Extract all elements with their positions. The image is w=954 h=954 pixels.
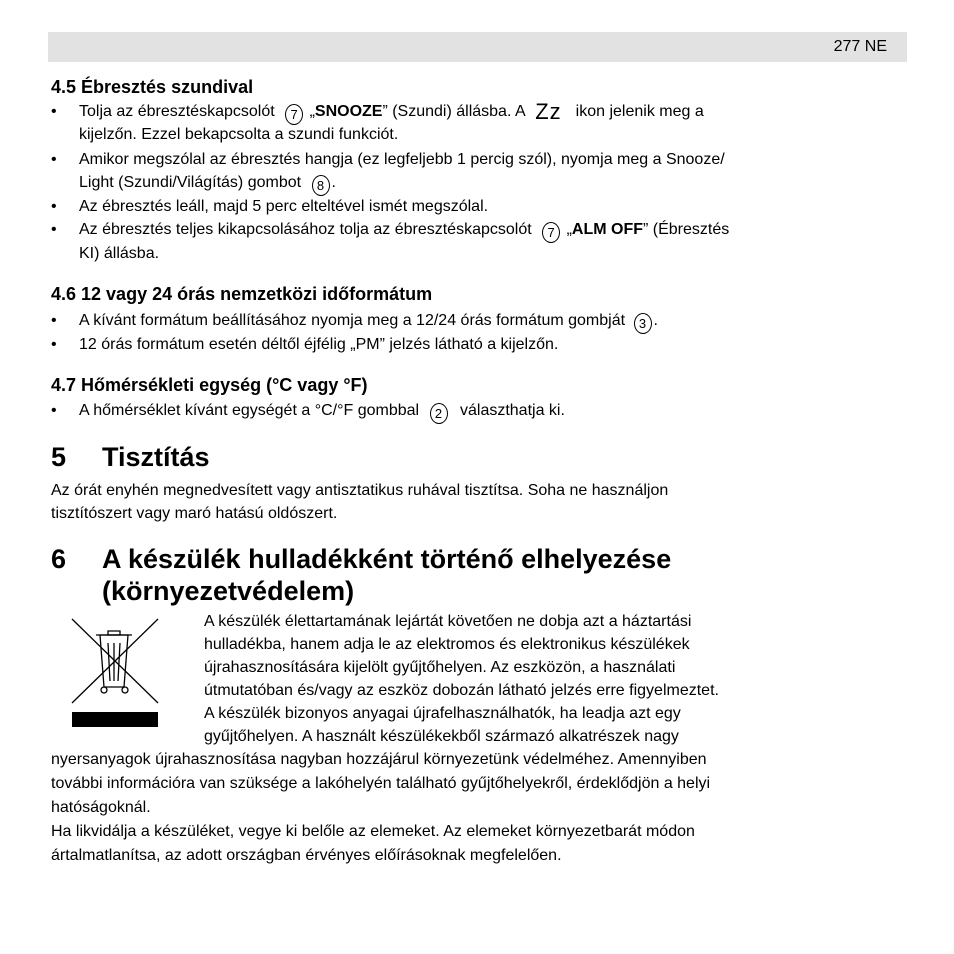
section-number: 5	[51, 442, 67, 472]
paragraph-line: útmutatóban és/vagy az eszköz dobozán látható jelzés erre figyelmeztet.	[204, 682, 719, 699]
section-6-heading	[51, 543, 911, 607]
paragraph-line: nyersanyagok újrahasznosítása nagyban hozzájárul környezetünk védelméhez. Amennyiben	[51, 751, 707, 768]
text: „	[309, 103, 315, 120]
paragraph-line: hatóságoknál.	[51, 799, 151, 816]
text: .	[653, 312, 658, 329]
button-2-marker: 2	[430, 403, 448, 424]
paragraph-line: további információra van szüksége a lakóhelyén található gyűjtőhelyekről, érdeklődjön a helyi	[51, 775, 711, 792]
text-line	[79, 172, 336, 196]
snooze-zz-icon: Zz	[535, 99, 562, 124]
section-4-5-heading: 4.5 Ébresztés szundival	[51, 77, 254, 97]
section-title-line-1: A készülék hulladékként történő elhelyezése	[102, 544, 672, 574]
paragraph-line: A készülék élettartamának lejártát követően ne dobja azt a háztartási	[204, 613, 692, 630]
paragraph-line: tisztítószert vagy maró hatású oldószert.	[51, 505, 338, 522]
text: Light (Szundi/Világítás) gombot	[79, 174, 302, 191]
paragraph-line: A készülék bizonyos anyagai újrafelhasználhatók, ha leadja azt egy	[204, 705, 681, 722]
button-3-marker: 3	[634, 313, 652, 334]
page-number: 277 NE	[833, 38, 887, 55]
bullet: •	[51, 336, 57, 353]
paragraph-line: hulladékba, hanem adja le az elektromos és elektronikus készülékek	[204, 636, 690, 653]
list-item-text	[79, 310, 911, 334]
paragraph-line: Az órát enyhén megnedvesített vagy antisztatikus ruhával tisztítsa. Soha ne használjon	[51, 482, 669, 499]
alm-off-label: ALM OFF	[571, 221, 643, 238]
text: ikon jelenik meg a	[575, 103, 704, 120]
list-item-text: Amikor megszólal az ébresztés hangja (ez legfeljebb 1 percig szól), nyomja meg a Snooze/	[79, 151, 725, 168]
section-number: 6	[51, 544, 67, 574]
section-title-line-2: (környezetvédelem)	[102, 576, 355, 606]
list-item-text	[79, 400, 911, 424]
text: Az ébresztés teljes kikapcsolásához tolja az ébresztéskapcsolót	[79, 221, 532, 238]
text: ” (Ébresztés	[643, 221, 730, 238]
list-item-text: 12 órás formátum esetén déltől éjfélig „PM” jelzés látható a kijelzőn.	[79, 336, 559, 353]
page-header-bar	[48, 32, 907, 62]
bullet: •	[51, 221, 57, 238]
button-7-marker: 7	[285, 104, 303, 125]
button-7-marker: 7	[542, 222, 560, 243]
section-title: Tisztítás	[102, 442, 210, 472]
bullet: •	[51, 151, 57, 168]
paragraph-line: újrahasznosítására kijelölt gyűjtőhelyen. Az eszközön, a használati	[204, 659, 676, 676]
button-8-marker: 8	[312, 175, 330, 196]
text: választhatja ki.	[459, 402, 565, 419]
text: ” (Szundi) állásba. A	[382, 103, 525, 120]
text-line: KI) állásba.	[79, 245, 160, 262]
bullet: •	[51, 312, 57, 329]
section-5-heading	[51, 441, 451, 473]
paragraph-line: gyűjtőhelyen. A használt készülékekből származó alkatrészek nagy	[204, 728, 679, 745]
text: .	[331, 174, 336, 191]
weee-crossed-bin-icon	[70, 617, 160, 729]
section-4-7-heading: 4.7 Hőmérsékleti egység (°C vagy °F)	[51, 375, 368, 395]
text: A kívánt formátum beállításához nyomja meg a 12/24 órás formátum gombját	[79, 312, 626, 329]
text-line: kijelzőn. Ezzel bekapcsolta a szundi funkciót.	[79, 126, 399, 143]
paragraph-line: Ha likvidálja a készüléket, vegye ki belőle az elemeket. Az elemeket környezetbarát módon	[51, 823, 695, 840]
bullet: •	[51, 198, 57, 215]
snooze-label: SNOOZE	[314, 103, 383, 120]
list-item-text	[79, 219, 911, 243]
text: Tolja az ébresztéskapcsolót	[79, 103, 275, 120]
bullet: •	[51, 103, 57, 120]
bullet: •	[51, 402, 57, 419]
text: „	[566, 221, 572, 238]
section-4-6-heading: 4.6 12 vagy 24 órás nemzetközi időformátum	[51, 284, 433, 304]
list-item-text: Az ébresztés leáll, majd 5 perc elteltével ismét megszólal.	[79, 198, 489, 215]
paragraph-line: ártalmatlanítsa, az adott országban érvényes előírásoknak megfelelően.	[51, 847, 562, 864]
list-item-text	[79, 101, 911, 125]
text: A hőmérséklet kívánt egységét a °C/°F gombbal	[79, 402, 420, 419]
